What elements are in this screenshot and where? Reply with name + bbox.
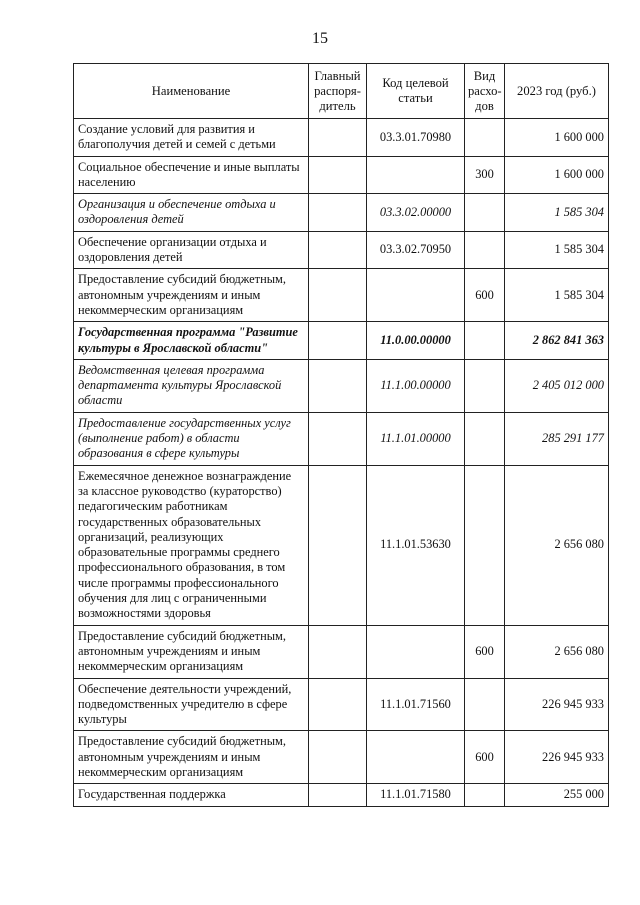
row-code xyxy=(367,731,465,784)
row-amount: 1 585 304 xyxy=(505,269,609,322)
table-row xyxy=(74,784,609,806)
row-name: Организация и обеспечение отдыха и оздоровления детей xyxy=(74,194,309,232)
row-amount: 1 585 304 xyxy=(505,194,609,232)
row-amount: 285 291 177 xyxy=(505,412,609,465)
table-row xyxy=(74,678,609,731)
row-name: Ежемесячное денежное вознаграждение за классное руководство (кураторство) педагогическим работникам государственных образовательных организаций, реализующих образовательные программы среднего профессионального образования, в том числе программы профессионального обучения для лиц с ограниченными возможностями здоровья xyxy=(74,465,309,625)
row-name: Государственная поддержка xyxy=(74,784,309,806)
row-type xyxy=(465,678,505,731)
row-name: Социальное обеспечение и иные выплаты населению xyxy=(74,156,309,194)
row-code xyxy=(367,269,465,322)
row-main-manager xyxy=(309,678,367,731)
row-amount: 1 600 000 xyxy=(505,156,609,194)
row-main-manager xyxy=(309,784,367,806)
row-type xyxy=(465,465,505,625)
table-row xyxy=(74,322,609,360)
table-row xyxy=(74,412,609,465)
table-row xyxy=(74,359,609,412)
row-name: Предоставление государственных услуг (выполнение работ) в области образования в сфере культуры xyxy=(74,412,309,465)
row-name: Обеспечение организации отдыха и оздоровления детей xyxy=(74,231,309,269)
row-type xyxy=(465,412,505,465)
row-code: 11.1.01.71560 xyxy=(367,678,465,731)
row-type xyxy=(465,359,505,412)
row-amount: 2 656 080 xyxy=(505,465,609,625)
row-amount: 226 945 933 xyxy=(505,678,609,731)
table-row xyxy=(74,625,609,678)
page-number: 15 xyxy=(312,30,328,47)
row-code xyxy=(367,625,465,678)
row-main-manager xyxy=(309,625,367,678)
table-row xyxy=(74,731,609,784)
table-row xyxy=(74,269,609,322)
row-type xyxy=(465,322,505,360)
row-amount: 2 656 080 xyxy=(505,625,609,678)
table-header-row xyxy=(74,64,609,119)
row-main-manager xyxy=(309,731,367,784)
row-type xyxy=(465,194,505,232)
row-main-manager xyxy=(309,465,367,625)
table-row xyxy=(74,194,609,232)
row-name: Государственная программа "Развитие культуры в Ярославской области" xyxy=(74,322,309,360)
row-main-manager xyxy=(309,269,367,322)
header-target-code: Код целевой статьи xyxy=(367,64,465,119)
row-code: 11.1.01.71580 xyxy=(367,784,465,806)
row-code: 11.1.01.53630 xyxy=(367,465,465,625)
header-expense-type: Вид расхо-дов xyxy=(465,64,505,119)
row-code: 11.0.00.00000 xyxy=(367,322,465,360)
row-code: 11.1.00.00000 xyxy=(367,359,465,412)
row-name: Создание условий для развития и благополучия детей и семей с детьми xyxy=(74,119,309,157)
row-main-manager xyxy=(309,156,367,194)
header-amount: 2023 год (руб.) xyxy=(505,64,609,119)
budget-table xyxy=(73,63,609,807)
row-code: 03.3.01.70980 xyxy=(367,119,465,157)
row-type xyxy=(465,231,505,269)
row-main-manager xyxy=(309,359,367,412)
row-amount: 255 000 xyxy=(505,784,609,806)
row-amount: 2 862 841 363 xyxy=(505,322,609,360)
row-name: Предоставление субсидий бюджетным, автономным учреждениям и иным некоммерческим организациям xyxy=(74,731,309,784)
row-code xyxy=(367,156,465,194)
row-code: 03.3.02.00000 xyxy=(367,194,465,232)
row-main-manager xyxy=(309,194,367,232)
table-body xyxy=(74,119,609,807)
row-amount: 226 945 933 xyxy=(505,731,609,784)
header-name: Наименование xyxy=(74,64,309,119)
row-name: Предоставление субсидий бюджетным, автономным учреждениям и иным некоммерческим организациям xyxy=(74,269,309,322)
row-type xyxy=(465,119,505,157)
row-name: Ведомственная целевая программа департамента культуры Ярославской области xyxy=(74,359,309,412)
table-row xyxy=(74,231,609,269)
row-main-manager xyxy=(309,322,367,360)
row-type: 600 xyxy=(465,625,505,678)
table-row xyxy=(74,465,609,625)
table-row xyxy=(74,156,609,194)
row-type: 300 xyxy=(465,156,505,194)
row-amount: 1 600 000 xyxy=(505,119,609,157)
row-amount: 1 585 304 xyxy=(505,231,609,269)
row-name: Обеспечение деятельности учреждений, подведомственных учредителю в сфере культуры xyxy=(74,678,309,731)
table-row xyxy=(74,119,609,157)
row-main-manager xyxy=(309,231,367,269)
row-amount: 2 405 012 000 xyxy=(505,359,609,412)
row-main-manager xyxy=(309,119,367,157)
header-main-manager: Главный распоря-дитель xyxy=(309,64,367,119)
row-type: 600 xyxy=(465,731,505,784)
row-main-manager xyxy=(309,412,367,465)
row-type xyxy=(465,784,505,806)
row-name: Предоставление субсидий бюджетным, автономным учреждениям и иным некоммерческим организациям xyxy=(74,625,309,678)
row-code: 03.3.02.70950 xyxy=(367,231,465,269)
row-code: 11.1.01.00000 xyxy=(367,412,465,465)
row-type: 600 xyxy=(465,269,505,322)
